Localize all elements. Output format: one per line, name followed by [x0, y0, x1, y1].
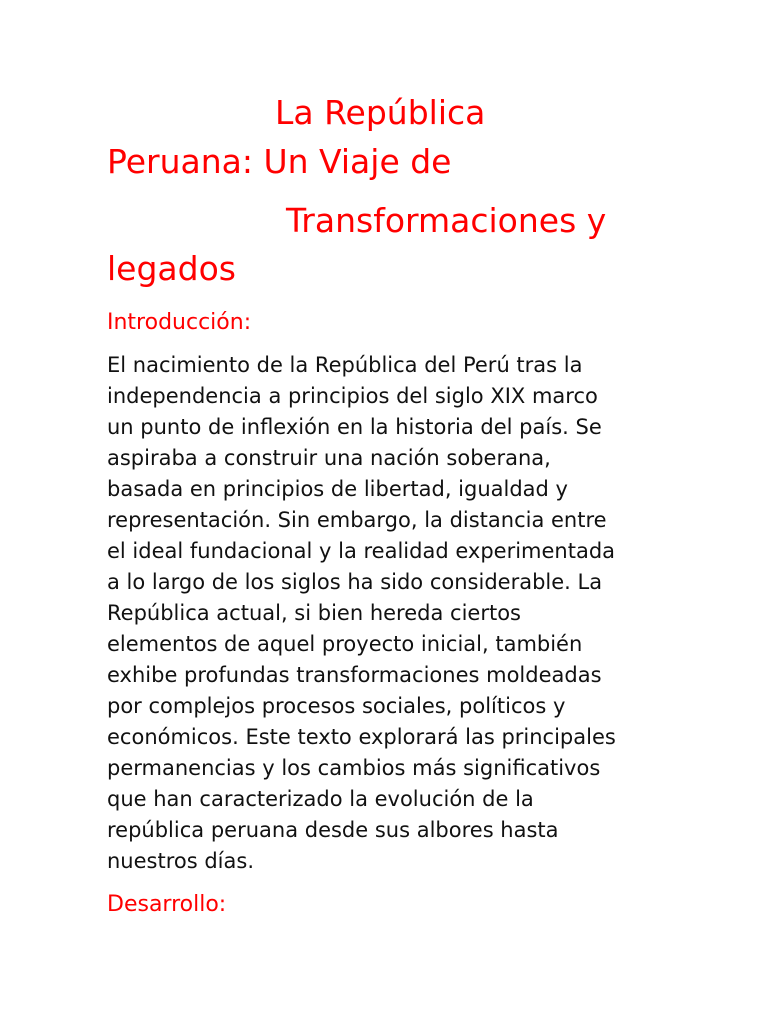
paragraph-line: elementos de aquel proyecto inicial, también: [107, 632, 583, 656]
introduction-heading: Introducción:: [107, 310, 252, 335]
paragraph-line: aspiraba a construir una nación soberana,: [107, 446, 551, 470]
paragraph-line: República actual, si bien hereda ciertos: [107, 601, 521, 625]
paragraph-line: un punto de inflexión en la historia del país. Se: [107, 415, 602, 439]
development-heading: Desarrollo:: [107, 892, 227, 917]
paragraph-line: el ideal fundacional y la realidad experimentada: [107, 539, 616, 563]
paragraph-line: económicos. Este texto explorará las principales: [107, 725, 616, 749]
document-title-line-4: legados: [107, 249, 236, 288]
paragraph-line: a lo largo de los siglos ha sido considerable. La: [107, 570, 603, 594]
document-title-line-3: Transformaciones y: [286, 201, 607, 240]
document-title-line-1: La República: [275, 93, 486, 132]
paragraph-line: nuestros días.: [107, 849, 254, 873]
paragraph-line: representación. Sin embargo, la distancia entre: [107, 508, 607, 532]
paragraph-line: república peruana desde sus albores hasta: [107, 818, 559, 842]
paragraph-line: exhibe profundas transformaciones moldeadas: [107, 663, 602, 687]
introduction-paragraph: [107, 350, 687, 877]
paragraph-line: El nacimiento de la República del Perú tras la: [107, 353, 583, 377]
paragraph-line: independencia a principios del siglo XIX marco: [107, 384, 598, 408]
document-title-line-2: Peruana: Un Viaje de: [107, 142, 452, 181]
paragraph-line: por complejos procesos sociales, políticos y: [107, 694, 566, 718]
paragraph-line: que han caracterizado la evolución de la: [107, 787, 534, 811]
paragraph-line: permanencias y los cambios más significativos: [107, 756, 601, 780]
paragraph-line: basada en principios de libertad, igualdad y: [107, 477, 568, 501]
